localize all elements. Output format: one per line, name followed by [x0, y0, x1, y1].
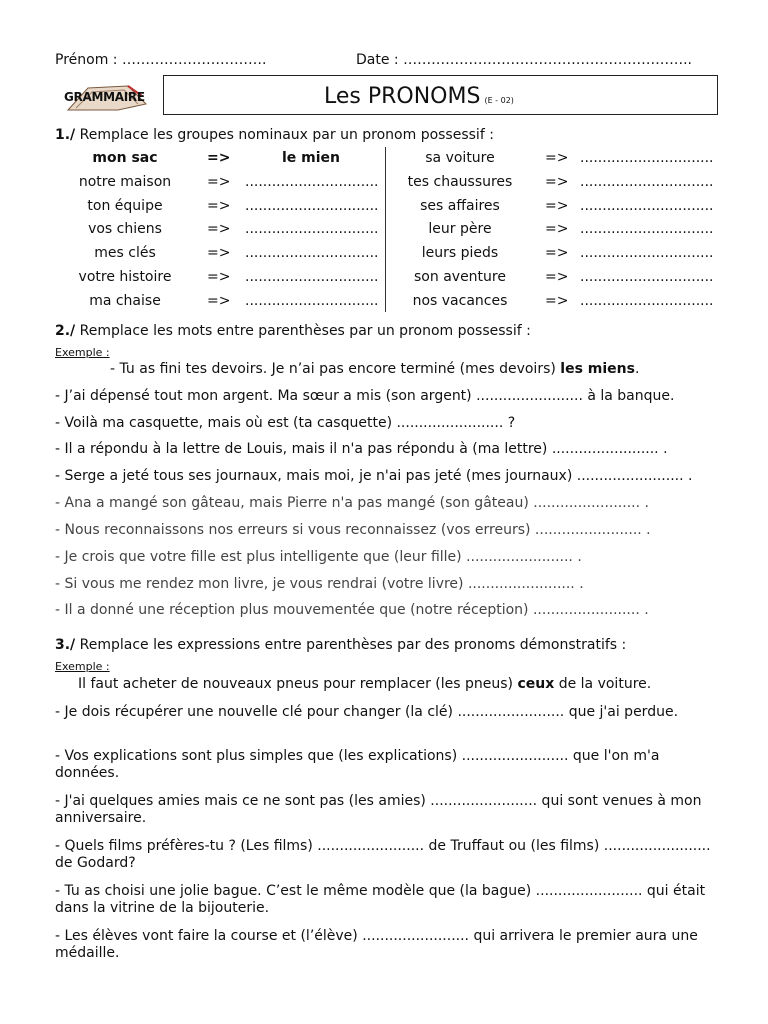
- example-end: de la voiture.: [554, 676, 652, 692]
- left-noun: mon sac: [92, 150, 158, 166]
- exercise-3-item: - Je dois récupérer une nouvelle clé pour changer (la clé) ........................ que j'ai perdue.: [55, 704, 679, 720]
- exercise-1-heading: [55, 127, 494, 143]
- left-noun: notre maison: [78, 174, 172, 190]
- right-noun: nos vacances: [412, 293, 508, 309]
- right-answer: ..............................: [580, 174, 714, 190]
- exercise-2-line: - Ana a mangé son gâteau, mais Pierre n'a pas mangé (son gâteau) ........................ .: [55, 495, 649, 511]
- left-answer: ..............................: [245, 245, 379, 261]
- arrow: =>: [545, 269, 569, 285]
- exercise-3-item: - Les élèves vont faire la course et (l’élève) ........................ qui arrivera le premier aura une médaille.: [55, 928, 698, 961]
- arrow: =>: [545, 293, 569, 309]
- exercise-2-line: - Il a donné une réception plus mouvementée que (notre réception) ........................ .: [55, 602, 649, 618]
- title-label: Les PRONOMS: [324, 84, 481, 109]
- exercise-3-number: 3./: [55, 637, 76, 653]
- title-code: (E - 02): [484, 96, 514, 105]
- example-label: Exemple :: [55, 660, 110, 673]
- right-noun: sa voiture: [425, 150, 495, 166]
- date-field: Date : ……………………………………………………..: [356, 52, 692, 68]
- left-answer: ..............................: [245, 174, 379, 190]
- right-noun: ses affaires: [420, 198, 500, 214]
- example-sentence: [110, 361, 730, 378]
- left-answer: ..............................: [245, 198, 379, 214]
- arrow: =>: [545, 221, 569, 237]
- example-end: .: [634, 361, 640, 377]
- exercise-3-item: - J'ai quelques amies mais ce ne sont pas (les amies) ........................ qui sont venues à mon anniversaire.: [55, 793, 702, 826]
- left-noun: ma chaise: [89, 293, 161, 309]
- exercise-2-line: - Si vous me rendez mon livre, je vous rendrai (votre livre) ........................ .: [55, 576, 584, 592]
- right-answer: ..............................: [580, 269, 714, 285]
- exercise-2-line: - Voilà ma casquette, mais où est (ta casquette) ........................ ?: [55, 415, 516, 431]
- exercise-3-instruction: Remplace les expressions entre parenthèses par des pronoms démonstratifs :: [75, 637, 627, 653]
- example-text: Il faut acheter de nouveaux pneus pour remplacer (les pneus): [78, 676, 518, 692]
- arrow: =>: [545, 198, 569, 214]
- left-noun: vos chiens: [88, 221, 162, 237]
- example-sentence: [78, 676, 718, 693]
- right-answer: ..............................: [580, 150, 714, 166]
- arrow: =>: [207, 150, 231, 166]
- exercise-1-number: 1./: [55, 127, 76, 143]
- logo-text: GRAMMAIRE: [64, 90, 145, 104]
- exercise-2-line: - Nous reconnaissons nos erreurs si vous reconnaissez (vos erreurs) ........................ .: [55, 522, 651, 538]
- arrow: =>: [207, 293, 231, 309]
- left-noun: mes clés: [94, 245, 156, 261]
- arrow: =>: [207, 174, 231, 190]
- right-noun: tes chaussures: [407, 174, 513, 190]
- arrow: =>: [207, 245, 231, 261]
- page-title: [324, 84, 514, 109]
- example-answer: les miens: [560, 361, 635, 377]
- arrow: =>: [545, 245, 569, 261]
- right-answer: ..............................: [580, 221, 714, 237]
- right-noun: leurs pieds: [421, 245, 499, 261]
- prenom-field: Prénom : ………………………….: [55, 52, 267, 68]
- exercise-2-line: - Je crois que votre fille est plus intelligente que (leur fille) ........................ .: [55, 549, 582, 565]
- left-answer: ..............................: [245, 221, 379, 237]
- exercise-1-instruction: Remplace les groupes nominaux par un pronom possessif :: [75, 127, 494, 143]
- left-answer: ..............................: [245, 269, 379, 285]
- exercise-2-line: - Il a répondu à la lettre de Louis, mais il n'a pas répondu à (ma lettre) ........................ .: [55, 441, 668, 457]
- left-noun: ton équipe: [87, 198, 163, 214]
- left-noun: votre histoire: [78, 269, 172, 285]
- exercise-2-line: - J’ai dépensé tout mon argent. Ma sœur a mis (son argent) ........................ à la banque.: [55, 388, 675, 404]
- arrow: =>: [207, 198, 231, 214]
- left-answer: ..............................: [245, 293, 379, 309]
- exercise-3-item: - Vos explications sont plus simples que (les explications) ........................ que l'on m'a données.: [55, 748, 660, 781]
- example-label: Exemple :: [55, 346, 110, 359]
- exercise-3-heading: [55, 637, 626, 653]
- right-answer: ..............................: [580, 198, 714, 214]
- left-answer: le mien: [282, 150, 341, 166]
- exercise-3-item: - Tu as choisi une jolie bague. C’est le même modèle que (la bague) ........................ qui était dans la vitrine de la bijouterie.: [55, 883, 706, 916]
- arrow: =>: [207, 221, 231, 237]
- right-answer: ..............................: [580, 293, 714, 309]
- exercise-2-number: 2./: [55, 323, 76, 339]
- title-box: [163, 75, 718, 115]
- example-answer: ceux: [517, 676, 555, 692]
- right-answer: ..............................: [580, 245, 714, 261]
- arrow: =>: [545, 174, 569, 190]
- exercise-3-item: - Quels films préfères-tu ? (Les films) ........................ de Truffaut ou (les films) ........................ de Godard?: [55, 838, 711, 871]
- arrow: =>: [207, 269, 231, 285]
- exercise-2-line: - Serge a jeté tous ses journaux, mais moi, je n'ai pas jeté (mes journaux) ........................ .: [55, 468, 693, 484]
- exercise-2-heading: [55, 323, 531, 339]
- right-noun: leur père: [428, 221, 492, 237]
- right-noun: son aventure: [414, 269, 506, 285]
- grammaire-logo: [58, 80, 154, 114]
- example-text: - Tu as fini tes devoirs. Je n’ai pas encore terminé (mes devoirs): [110, 361, 561, 377]
- exercise-2-instruction: Remplace les mots entre parenthèses par un pronom possessif :: [75, 323, 531, 339]
- arrow: =>: [545, 150, 569, 166]
